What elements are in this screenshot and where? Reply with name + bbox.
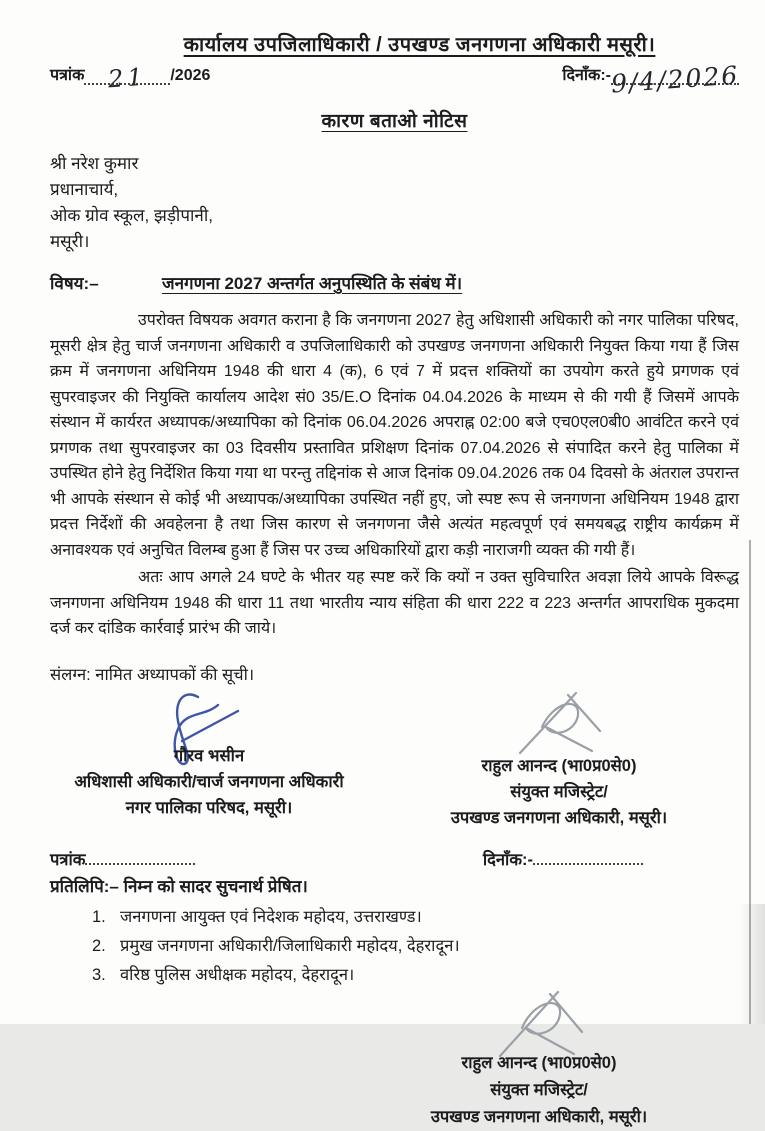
footer-letter-no-dots xyxy=(85,851,195,865)
body-paragraph-2: अतः आप अगले 24 घण्टे के भीतर यह स्पष्ट करें कि क्यों न उक्त सुविचारित अवज्ञा लिये आपके विरूद्ध जनगणना अधिनियम 1948 की धारा 11 तथा भारतीय न्याय संहिता की धारा 222 व 223 अन्तर्गत आपराधिक मुकदमा दर्ज कर दांडिक कार्रवाई प्रारंभ की जाये। xyxy=(50,569,739,637)
subject-label: विषय:– xyxy=(50,274,99,293)
letter-no-label: पत्रांक xyxy=(50,67,85,84)
signatures-row xyxy=(50,687,739,831)
notice-title: कारण बताओ नोटिस xyxy=(321,111,468,132)
footer-reference-row xyxy=(50,847,739,870)
date-group xyxy=(562,60,741,99)
addressee-block xyxy=(50,151,739,255)
reference-row xyxy=(50,60,741,99)
body-paragraph-1: उपरोक्त विषयक अवगत कराना है कि जनगणना 2027 हेतु अधिशासी अधिकारी को नगर पालिका परिषद, मूसरी क्षेत्र हेतु चार्ज जनगणना अधिकारी व उपजिलाधिकारी को उपखण्ड जनगणना अधिकारी नियुक्त किया गया हैं जिस क्रम में जनगणना अधिनियम 1948 की धारा 4 (क), 6 एवं 7 में प्रदत्त शक्तियों का उपयोग करते हुये प्रगणक एवं सुपरवाइजर की नियुक्ति कार्यालय आदेश सं0 35/E.O दिनांक 04.04.2026 के माध्यम से की गयी हैं जिसमें आपके संस्थान में कार्यरत अध्यापक/अध्यापिका को दिनांक 06.04.2026 अपराह्न 02:00 बजे एच0एल0बी0 आवंटित करने एवं प्रगणक तथा सुपरवाइजर का 03 दिवसीय प्रस्तावित प्रशिक्षण दिनांक 07.04.2026 से संपादित करने हेतु पालिका में उपस्थित होने हेतु निर्देशित किया गया था परन्तु तद्दिनांक से आज दिनांक 09.04.2026 तक 04 दिवसो के अंतराल उपरान्त भी आपके संस्थान से कोई भी अध्यापक/अध्यापिका उपस्थित नहीं हुए, जो स्पष्ट रूप से जनगणना अधिनियम 1948 द्वारा प्रदत्त निर्देशों की अवहेलना है तथा जिस कारण से जनगणना जैसे अत्यंत महत्वपूर्ण एवं समयबद्ध राष्ट्रीय कार्यक्रम में अनावश्यक एवं अनुचित विलम्ब हुआ हैं जिस पर उच्च अधिकारियों द्वारा कड़ी नाराजगी व्यक्त की गयी हैं। xyxy=(50,312,739,559)
copy-item-1-number: 1. xyxy=(92,907,106,926)
copy-list xyxy=(50,903,739,990)
subject-text: जनगणना 2027 अन्तर्गत अनुपस्थिति के संबंध में। xyxy=(162,274,463,293)
addressee-city: मसूरी। xyxy=(50,232,90,251)
signatory-name-left: गौरव भसीन xyxy=(173,746,245,765)
copy-item-3-text: वरिष्ठ पुलिस अधीक्षक महोदय, देहरादून। xyxy=(120,965,355,984)
footer-date-label: दिनाँक:- xyxy=(482,850,533,869)
letter-no-handwritten: 21 xyxy=(107,62,148,94)
signatory-designation-left-1: अधिशासी अधिकारी/चार्ज जनगणना अधिकारी xyxy=(74,772,344,791)
date-handwritten: 9/4/2026 xyxy=(610,60,741,99)
date-dotted-line xyxy=(610,60,741,99)
letter-number-group xyxy=(50,62,211,94)
addressee-institution: ओक ग्रोव स्कूल, झड़ीपानी, xyxy=(50,206,213,225)
signatory-designation-right-2: उपखण्ड जनगणना अधिकारी, मसूरी। xyxy=(450,808,668,827)
signature-block-left xyxy=(44,687,374,831)
copy-item-2-text: प्रमुख जनगणना अधिकारी/जिलाधिकारी महोदय, देहरादून। xyxy=(120,936,460,955)
enclosure-line: संलग्न: नामित अध्यापकों की सूची। xyxy=(50,665,255,684)
copy-item-1-text: जनगणना आयुक्त एवं निदेशक महोदय, उत्तराखण्ड। xyxy=(120,907,422,926)
addressee-designation: प्रधानाचार्य, xyxy=(50,180,119,199)
signatory-designation-right-1: संयुक्त मजिस्ट्रेट/ xyxy=(510,782,608,801)
signatory-designation-bottom-1: संयुक्त मजिस्ट्रेट/ xyxy=(490,1080,588,1099)
signature-block-bottom xyxy=(379,984,699,1131)
scan-corner-shadow xyxy=(739,904,765,1024)
signature-block-right xyxy=(409,687,709,831)
signatory-designation-bottom-2: उपखण्ड जनगणना अधिकारी, मसूरी। xyxy=(430,1107,648,1126)
subject-row xyxy=(50,271,739,294)
copy-item-1 xyxy=(92,903,739,932)
copy-item-2-number: 2. xyxy=(92,936,106,955)
copy-item-2 xyxy=(92,932,739,961)
signature-ink-right xyxy=(484,687,634,761)
footer-letter-no-group xyxy=(50,847,195,870)
footer-date-group xyxy=(483,847,643,870)
office-header-title: कार्यालय उपजिलाधिकारी / उपखण्ड जनगणना अधिकारी मसूरी। xyxy=(183,34,656,56)
copy-item-3-number: 3. xyxy=(92,965,106,984)
signatory-name-bottom: राहुल आनन्द (भा0प्र0से0) xyxy=(461,1053,617,1072)
date-label: दिनाँक:- xyxy=(562,67,611,84)
signatory-name-right: राहुल आनन्द (भा0प्र0से0) xyxy=(481,756,637,775)
addressee-name: श्री नरेश कुमार xyxy=(50,154,139,173)
letter-no-dotted-line xyxy=(84,62,170,94)
copy-heading: प्रतिलिपि:– निम्न को सादर सुचनार्थ प्रेषित। xyxy=(50,876,308,896)
letter-no-year: /2026 xyxy=(170,67,211,84)
signatory-designation-left-2: नगर पालिका परिषद, मसूरी। xyxy=(125,798,293,817)
footer-letter-no-label: पत्रांक xyxy=(50,850,86,869)
footer-date-dots xyxy=(533,851,643,865)
